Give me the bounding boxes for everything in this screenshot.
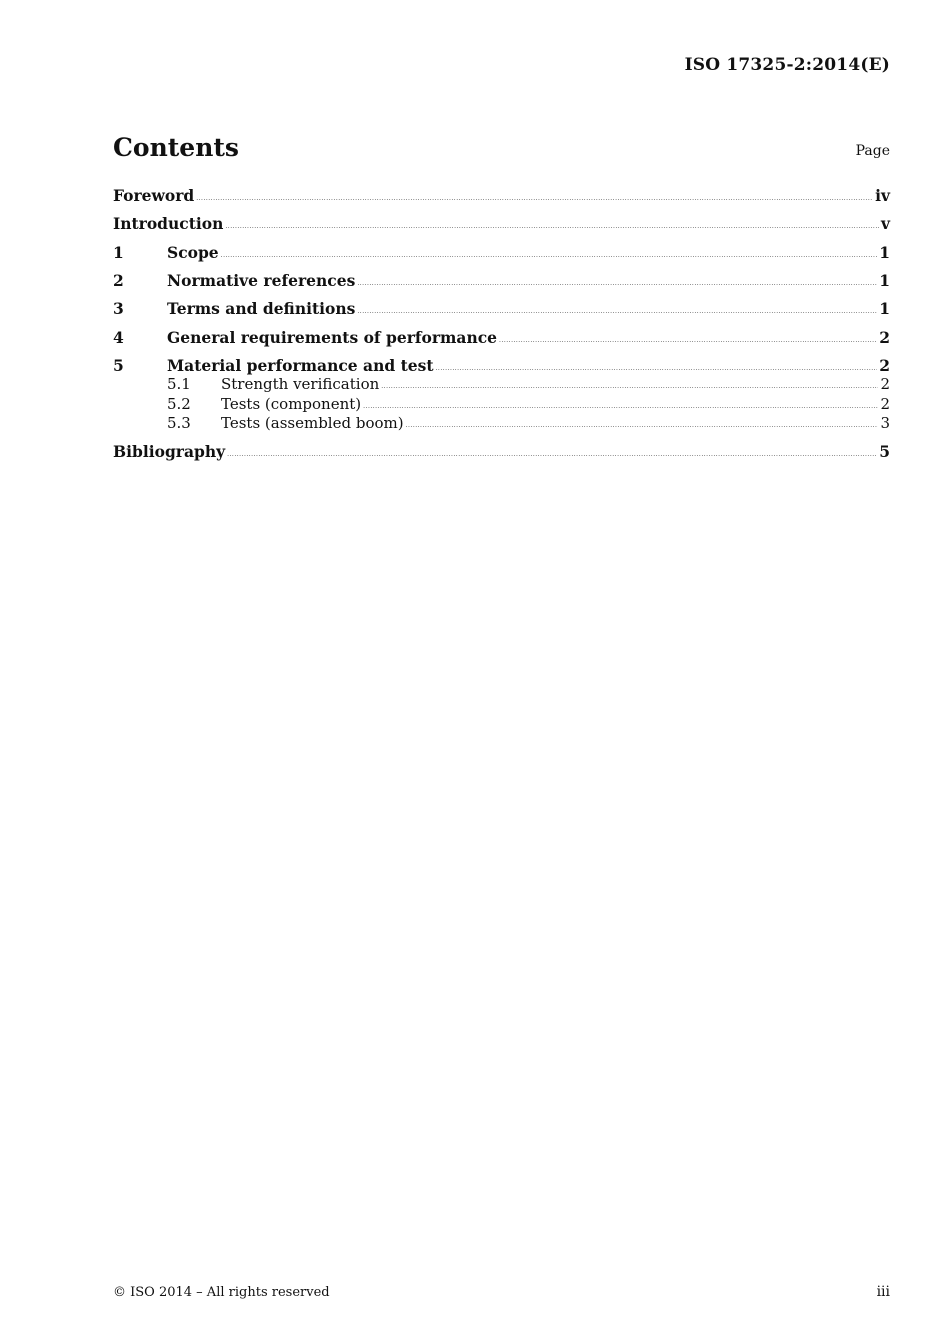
footer-page-number: iii [876,1284,890,1300]
toc-entry-number: 5.2 [167,395,191,413]
toc-entry-introduction[interactable] [113,214,890,237]
toc-entry-page: 2 [880,395,890,413]
toc-entry-title: Tests (component) [221,395,362,413]
dot-leader [357,274,877,293]
toc-entry-tests-assembled-boom[interactable] [113,414,890,436]
dot-leader [357,302,877,321]
footer-copyright: © ISO 2014 – All rights reserved [113,1285,330,1300]
toc-entry-number: 3 [113,299,124,318]
dot-leader [381,377,878,396]
toc-entry-title: Tests (assembled boom) [221,414,404,432]
toc-entry-page: 5 [879,442,890,461]
toc-entry-title: Introduction [113,214,224,233]
toc-entry-page: 2 [879,328,890,347]
toc-entry-bibliography[interactable] [113,442,890,465]
dot-leader [406,416,879,435]
document-identifier: ISO 17325-2:2014(E) [684,55,890,75]
toc-entry-title: Normative references [167,271,356,290]
toc-entry-number: 5.1 [167,375,191,393]
toc-entry-normative-references[interactable] [113,271,890,294]
toc-entry-title: General requirements of performance [167,328,498,347]
dot-leader [196,189,873,208]
toc-entry-scope[interactable] [113,243,890,266]
toc-entry-page: 3 [880,414,890,432]
toc-entry-title: Material performance and test [167,356,434,375]
toc-entry-page: 1 [879,299,890,318]
toc-entry-page: iv [875,186,890,205]
dot-leader [227,445,877,464]
dot-leader [221,246,878,265]
toc-entry-terms-and-definitions[interactable] [113,299,890,322]
toc-entry-foreword[interactable] [113,186,890,209]
contents-heading: Contents [113,133,240,162]
toc-entry-page: 1 [879,243,890,262]
page-column-label: Page [855,143,890,159]
dot-leader [225,217,879,236]
toc-entry-title: Scope [167,243,219,262]
dot-leader [499,331,877,350]
toc-entry-number: 2 [113,271,124,290]
toc-entry-number: 5 [113,356,124,375]
toc-entry-title: Foreword [113,186,195,205]
toc-entry-title: Terms and definitions [167,299,356,318]
toc-entry-title: Bibliography [113,442,226,461]
toc-entry-page: v [880,214,890,233]
toc-entry-page: 2 [879,356,890,375]
toc-entry-general-requirements[interactable] [113,328,890,351]
toc-entry-title: Strength verification [221,375,380,393]
toc-entry-strength-verification[interactable] [113,375,890,397]
toc-entry-number: 1 [113,243,124,262]
toc-entry-page: 2 [880,375,890,393]
toc-entry-number: 4 [113,328,124,347]
toc-entry-number: 5.3 [167,414,191,432]
toc-entry-page: 1 [879,271,890,290]
